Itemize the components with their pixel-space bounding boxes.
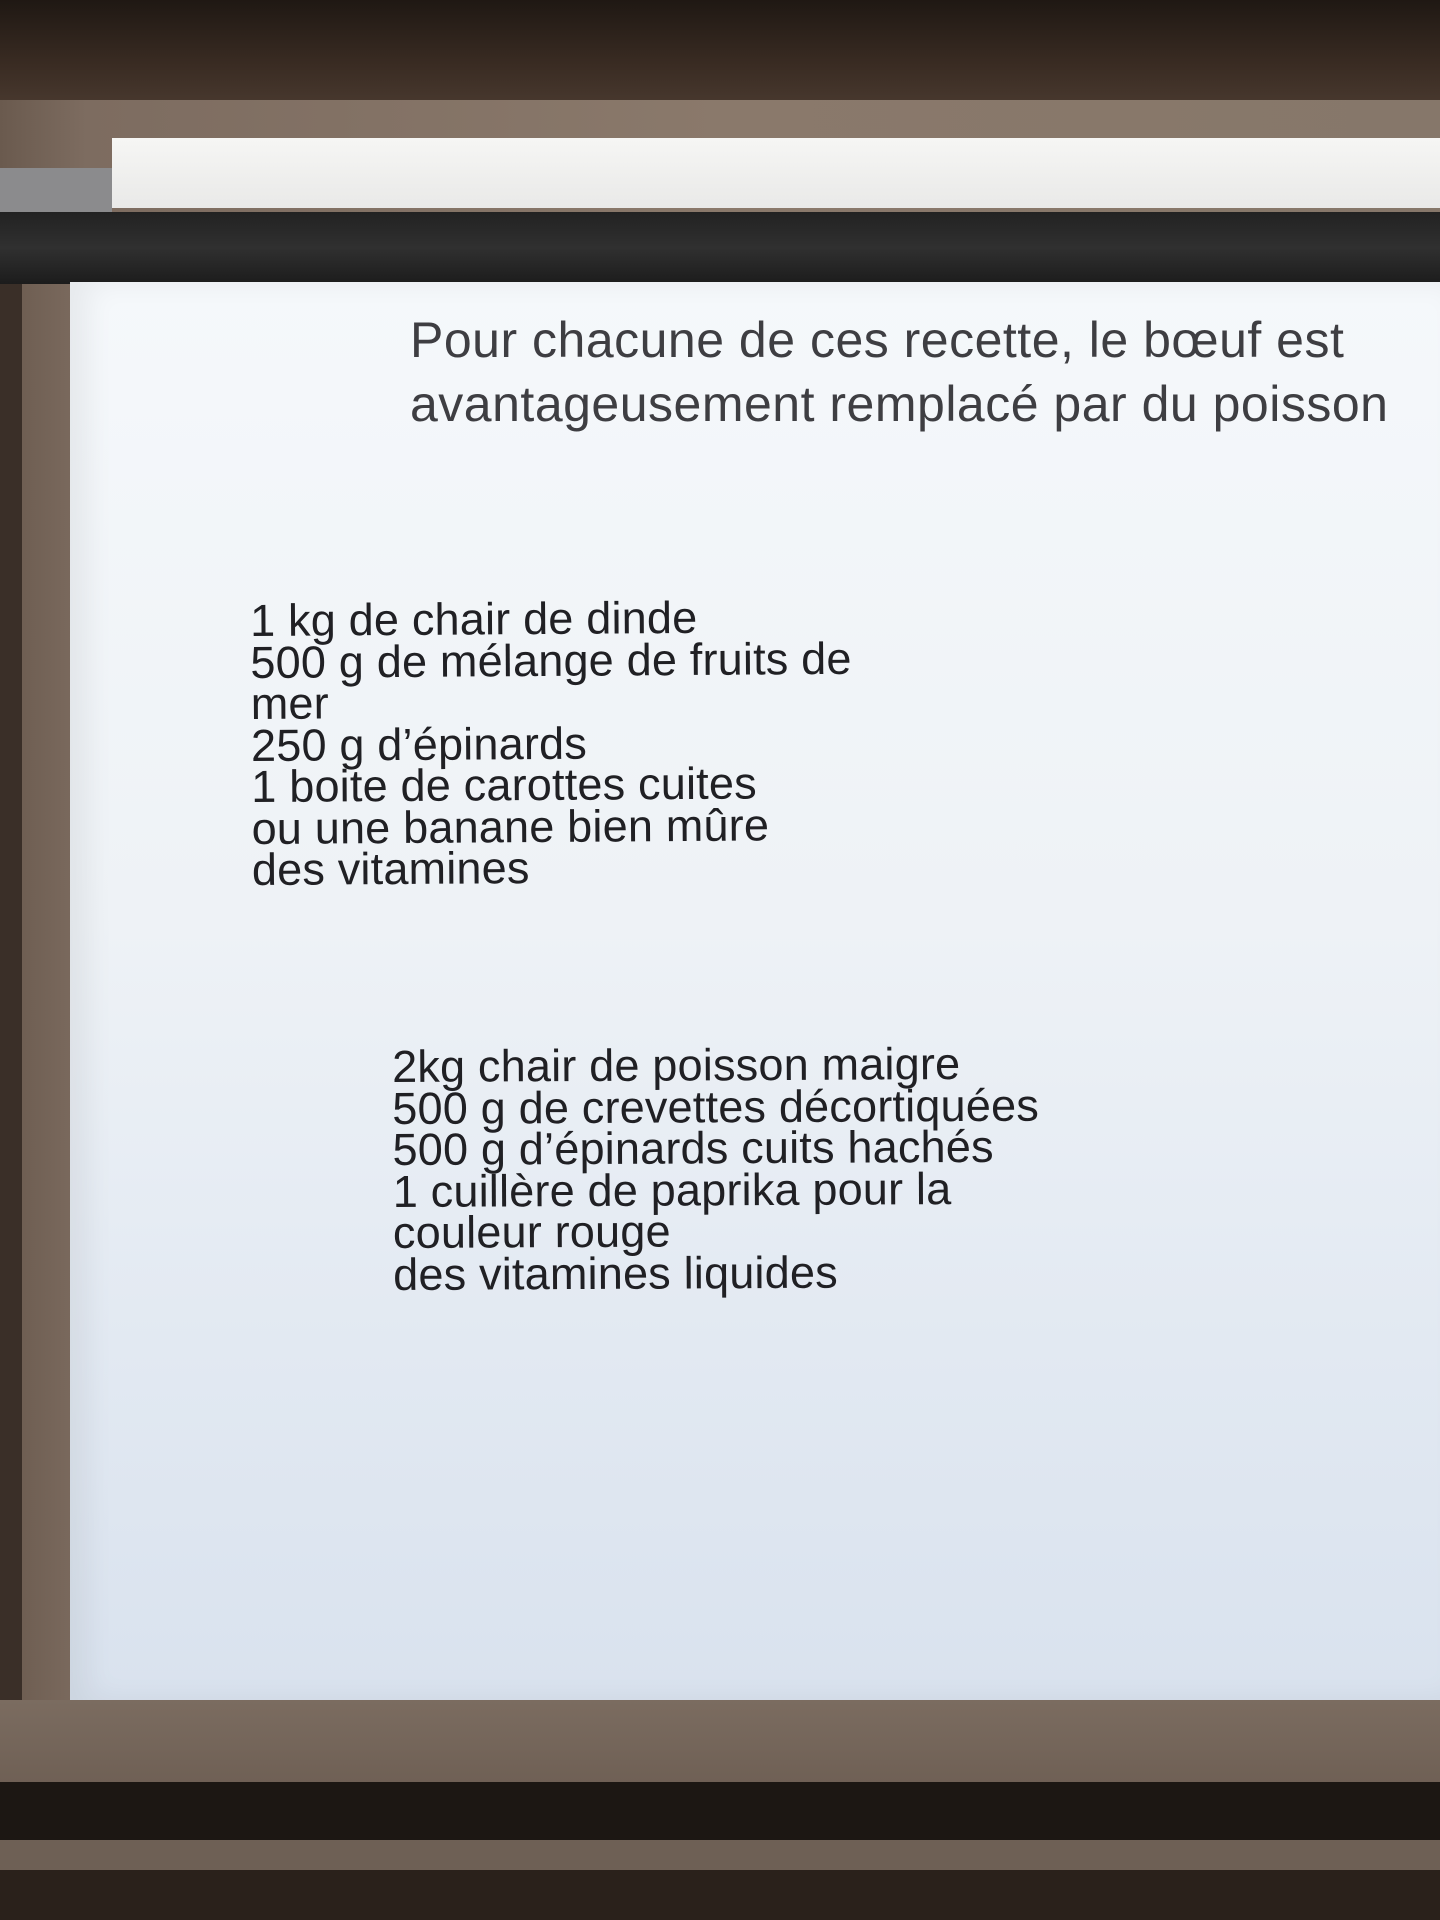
ingredient-list-fish bbox=[391, 1038, 1040, 1300]
list-item: 1 kg de chair de dinde bbox=[249, 591, 698, 646]
list-item: des vitamines bbox=[251, 842, 530, 895]
bottom-light-band bbox=[0, 1840, 1440, 1870]
bottom-dark-band bbox=[0, 1782, 1440, 1840]
list-item: mer bbox=[250, 677, 330, 729]
list-item: 500 g d’épinards cuits hachés bbox=[392, 1120, 994, 1175]
wooden-ceiling-band bbox=[0, 0, 1440, 110]
screen-top-strip bbox=[112, 138, 1440, 208]
list-item: 250 g d’épinards bbox=[250, 717, 588, 771]
screen-housing-bar bbox=[0, 212, 1440, 284]
list-item: 1 cuillère de paprika pour la bbox=[392, 1162, 952, 1217]
list-item: des vitamines liquides bbox=[393, 1246, 838, 1300]
lower-wall bbox=[0, 1700, 1440, 1790]
screen-left-edge bbox=[0, 168, 112, 213]
bottom-dark-band bbox=[0, 1870, 1440, 1920]
slide-title bbox=[410, 308, 1440, 436]
list-item: 500 g de crevettes décortiquées bbox=[392, 1079, 1040, 1134]
list-item: ou une banane bien mûre bbox=[251, 798, 770, 854]
projected-slide bbox=[70, 282, 1440, 1700]
list-item: 1 boite de carottes cuites bbox=[251, 757, 757, 812]
left-post bbox=[0, 284, 22, 1734]
slide-title-line: avantageusement remplacé par du poisson bbox=[410, 376, 1389, 432]
list-item: couleur rouge bbox=[392, 1205, 671, 1258]
list-item: 2kg chair de poisson maigre bbox=[391, 1038, 961, 1092]
ingredient-list-turkey bbox=[249, 591, 853, 895]
list-item: 500 g de mélange de fruits de bbox=[250, 632, 852, 688]
slide-title-line: Pour chacune de ces recette, le bœuf est bbox=[410, 312, 1345, 368]
